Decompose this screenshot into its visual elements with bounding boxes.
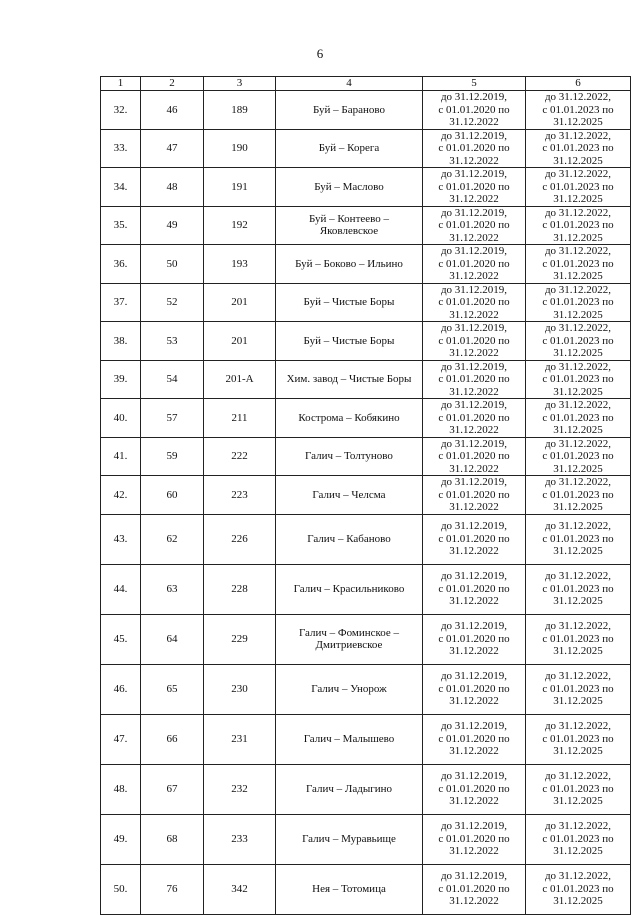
route-number-cell: 230 (204, 664, 276, 714)
route-number-cell: 201 (204, 322, 276, 361)
table-row (101, 764, 631, 814)
period-6-cell: до 31.12.2022, с 01.01.2023 по 31.12.2025 (526, 399, 631, 438)
period-6-cell: до 31.12.2022, с 01.01.2023 по 31.12.2025 (526, 564, 631, 614)
route-name-cell: Буй – Чистые Боры (276, 322, 423, 361)
route-name-cell: Буй – Маслово (276, 168, 423, 207)
row-number-cell: 35. (101, 206, 141, 245)
column-2-cell: 53 (141, 322, 204, 361)
row-number-cell: 43. (101, 514, 141, 564)
column-2-cell: 67 (141, 764, 204, 814)
column-2-cell: 64 (141, 614, 204, 664)
period-6-cell: до 31.12.2022, с 01.01.2023 по 31.12.2025 (526, 514, 631, 564)
period-5-cell: до 31.12.2019, с 01.01.2020 по 31.12.2022 (423, 168, 526, 207)
table-row (101, 814, 631, 864)
period-6-cell: до 31.12.2022, с 01.01.2023 по 31.12.2025 (526, 360, 631, 399)
row-number-cell: 39. (101, 360, 141, 399)
route-name-cell: Кострома – Кобякино (276, 399, 423, 438)
row-number-cell: 38. (101, 322, 141, 361)
period-5-cell: до 31.12.2019, с 01.01.2020 по 31.12.2022 (423, 245, 526, 284)
route-number-cell: 231 (204, 714, 276, 764)
column-2-cell: 60 (141, 476, 204, 515)
period-5-cell: до 31.12.2019, с 01.01.2020 по 31.12.2022 (423, 664, 526, 714)
row-number-cell: 46. (101, 664, 141, 714)
period-6-cell: до 31.12.2022, с 01.01.2023 по 31.12.2025 (526, 664, 631, 714)
column-2-cell: 46 (141, 91, 204, 130)
column-header-1: 1 (101, 77, 141, 91)
route-name-cell: Нея – Тотомица (276, 864, 423, 914)
period-5-cell: до 31.12.2019, с 01.01.2020 по 31.12.2022 (423, 514, 526, 564)
table-row (101, 129, 631, 168)
column-header-6: 6 (526, 77, 631, 91)
period-5-cell: до 31.12.2019, с 01.01.2020 по 31.12.2022 (423, 714, 526, 764)
column-2-cell: 63 (141, 564, 204, 614)
route-number-cell: 211 (204, 399, 276, 438)
route-number-cell: 232 (204, 764, 276, 814)
period-5-cell: до 31.12.2019, с 01.01.2020 по 31.12.2022 (423, 91, 526, 130)
row-number-cell: 32. (101, 91, 141, 130)
table-row (101, 864, 631, 914)
row-number-cell: 49. (101, 814, 141, 864)
table-row (101, 168, 631, 207)
period-6-cell: до 31.12.2022, с 01.01.2023 по 31.12.2025 (526, 129, 631, 168)
period-6-cell: до 31.12.2022, с 01.01.2023 по 31.12.2025 (526, 476, 631, 515)
route-name-cell: Буй – Бараново (276, 91, 423, 130)
route-name-cell: Буй – Боково – Ильино (276, 245, 423, 284)
route-name-cell: Галич – Кабаново (276, 514, 423, 564)
route-name-cell: Хим. завод – Чистые Боры (276, 360, 423, 399)
row-number-cell: 47. (101, 714, 141, 764)
route-name-cell: Галич – Муравьище (276, 814, 423, 864)
period-5-cell: до 31.12.2019, с 01.01.2020 по 31.12.2022 (423, 399, 526, 438)
table-row (101, 664, 631, 714)
route-schedule-table (100, 76, 631, 915)
route-number-cell: 201 (204, 283, 276, 322)
table-row (101, 91, 631, 130)
column-2-cell: 52 (141, 283, 204, 322)
row-number-cell: 41. (101, 437, 141, 476)
column-2-cell: 50 (141, 245, 204, 284)
route-name-cell: Галич – Ладыгино (276, 764, 423, 814)
route-number-cell: 233 (204, 814, 276, 864)
route-number-cell: 229 (204, 614, 276, 664)
period-5-cell: до 31.12.2019, с 01.01.2020 по 31.12.2022 (423, 360, 526, 399)
route-name-cell: Галич – Унорож (276, 664, 423, 714)
column-header-5: 5 (423, 77, 526, 91)
period-6-cell: до 31.12.2022, с 01.01.2023 по 31.12.2025 (526, 437, 631, 476)
period-5-cell: до 31.12.2019, с 01.01.2020 по 31.12.2022 (423, 129, 526, 168)
column-header-3: 3 (204, 77, 276, 91)
route-number-cell: 201-А (204, 360, 276, 399)
table-row (101, 322, 631, 361)
period-6-cell: до 31.12.2022, с 01.01.2023 по 31.12.2025 (526, 91, 631, 130)
route-number-cell: 226 (204, 514, 276, 564)
period-5-cell: до 31.12.2019, с 01.01.2020 по 31.12.2022 (423, 814, 526, 864)
period-5-cell: до 31.12.2019, с 01.01.2020 по 31.12.2022 (423, 322, 526, 361)
period-6-cell: до 31.12.2022, с 01.01.2023 по 31.12.2025 (526, 614, 631, 664)
route-name-cell: Галич – Толтуново (276, 437, 423, 476)
period-6-cell: до 31.12.2022, с 01.01.2023 по 31.12.2025 (526, 245, 631, 284)
row-number-cell: 48. (101, 764, 141, 814)
period-6-cell: до 31.12.2022, с 01.01.2023 по 31.12.2025 (526, 864, 631, 914)
table-header-row (101, 77, 631, 91)
row-number-cell: 45. (101, 614, 141, 664)
route-number-cell: 189 (204, 91, 276, 130)
route-number-cell: 190 (204, 129, 276, 168)
route-number-cell: 191 (204, 168, 276, 207)
row-number-cell: 36. (101, 245, 141, 284)
column-2-cell: 49 (141, 206, 204, 245)
table-row (101, 283, 631, 322)
route-number-cell: 228 (204, 564, 276, 614)
column-2-cell: 68 (141, 814, 204, 864)
column-header-4: 4 (276, 77, 423, 91)
column-header-2: 2 (141, 77, 204, 91)
route-name-cell: Галич – Красильниково (276, 564, 423, 614)
period-6-cell: до 31.12.2022, с 01.01.2023 по 31.12.2025 (526, 322, 631, 361)
row-number-cell: 33. (101, 129, 141, 168)
table-row (101, 399, 631, 438)
period-5-cell: до 31.12.2019, с 01.01.2020 по 31.12.2022 (423, 283, 526, 322)
route-name-cell: Галич – Фоминское – Дмитриевское (276, 614, 423, 664)
row-number-cell: 44. (101, 564, 141, 614)
period-5-cell: до 31.12.2019, с 01.01.2020 по 31.12.2022 (423, 437, 526, 476)
row-number-cell: 42. (101, 476, 141, 515)
route-number-cell: 223 (204, 476, 276, 515)
column-2-cell: 66 (141, 714, 204, 764)
row-number-cell: 37. (101, 283, 141, 322)
column-2-cell: 59 (141, 437, 204, 476)
table-row (101, 564, 631, 614)
table-row (101, 714, 631, 764)
period-6-cell: до 31.12.2022, с 01.01.2023 по 31.12.2025 (526, 764, 631, 814)
route-name-cell: Буй – Контеево – Яковлевское (276, 206, 423, 245)
column-2-cell: 76 (141, 864, 204, 914)
period-6-cell: до 31.12.2022, с 01.01.2023 по 31.12.2025 (526, 168, 631, 207)
period-5-cell: до 31.12.2019, с 01.01.2020 по 31.12.2022 (423, 206, 526, 245)
table-row (101, 614, 631, 664)
route-number-cell: 222 (204, 437, 276, 476)
table-row (101, 245, 631, 284)
period-5-cell: до 31.12.2019, с 01.01.2020 по 31.12.2022 (423, 764, 526, 814)
row-number-cell: 40. (101, 399, 141, 438)
row-number-cell: 34. (101, 168, 141, 207)
route-number-cell: 192 (204, 206, 276, 245)
route-number-cell: 342 (204, 864, 276, 914)
period-5-cell: до 31.12.2019, с 01.01.2020 по 31.12.2022 (423, 476, 526, 515)
route-name-cell: Буй – Корега (276, 129, 423, 168)
period-5-cell: до 31.12.2019, с 01.01.2020 по 31.12.2022 (423, 614, 526, 664)
column-2-cell: 65 (141, 664, 204, 714)
column-2-cell: 48 (141, 168, 204, 207)
period-6-cell: до 31.12.2022, с 01.01.2023 по 31.12.2025 (526, 283, 631, 322)
table-row (101, 476, 631, 515)
column-2-cell: 62 (141, 514, 204, 564)
route-name-cell: Галич – Челсма (276, 476, 423, 515)
table-row (101, 360, 631, 399)
route-number-cell: 193 (204, 245, 276, 284)
column-2-cell: 47 (141, 129, 204, 168)
table-row (101, 206, 631, 245)
page-number: 6 (316, 46, 324, 61)
period-5-cell: до 31.12.2019, с 01.01.2020 по 31.12.2022 (423, 564, 526, 614)
route-name-cell: Галич – Малышево (276, 714, 423, 764)
column-2-cell: 57 (141, 399, 204, 438)
period-5-cell: до 31.12.2019, с 01.01.2020 по 31.12.2022 (423, 864, 526, 914)
table-row (101, 437, 631, 476)
row-number-cell: 50. (101, 864, 141, 914)
route-name-cell: Буй – Чистые Боры (276, 283, 423, 322)
period-6-cell: до 31.12.2022, с 01.01.2023 по 31.12.2025 (526, 206, 631, 245)
table-row (101, 514, 631, 564)
period-6-cell: до 31.12.2022, с 01.01.2023 по 31.12.2025 (526, 814, 631, 864)
column-2-cell: 54 (141, 360, 204, 399)
period-6-cell: до 31.12.2022, с 01.01.2023 по 31.12.2025 (526, 714, 631, 764)
